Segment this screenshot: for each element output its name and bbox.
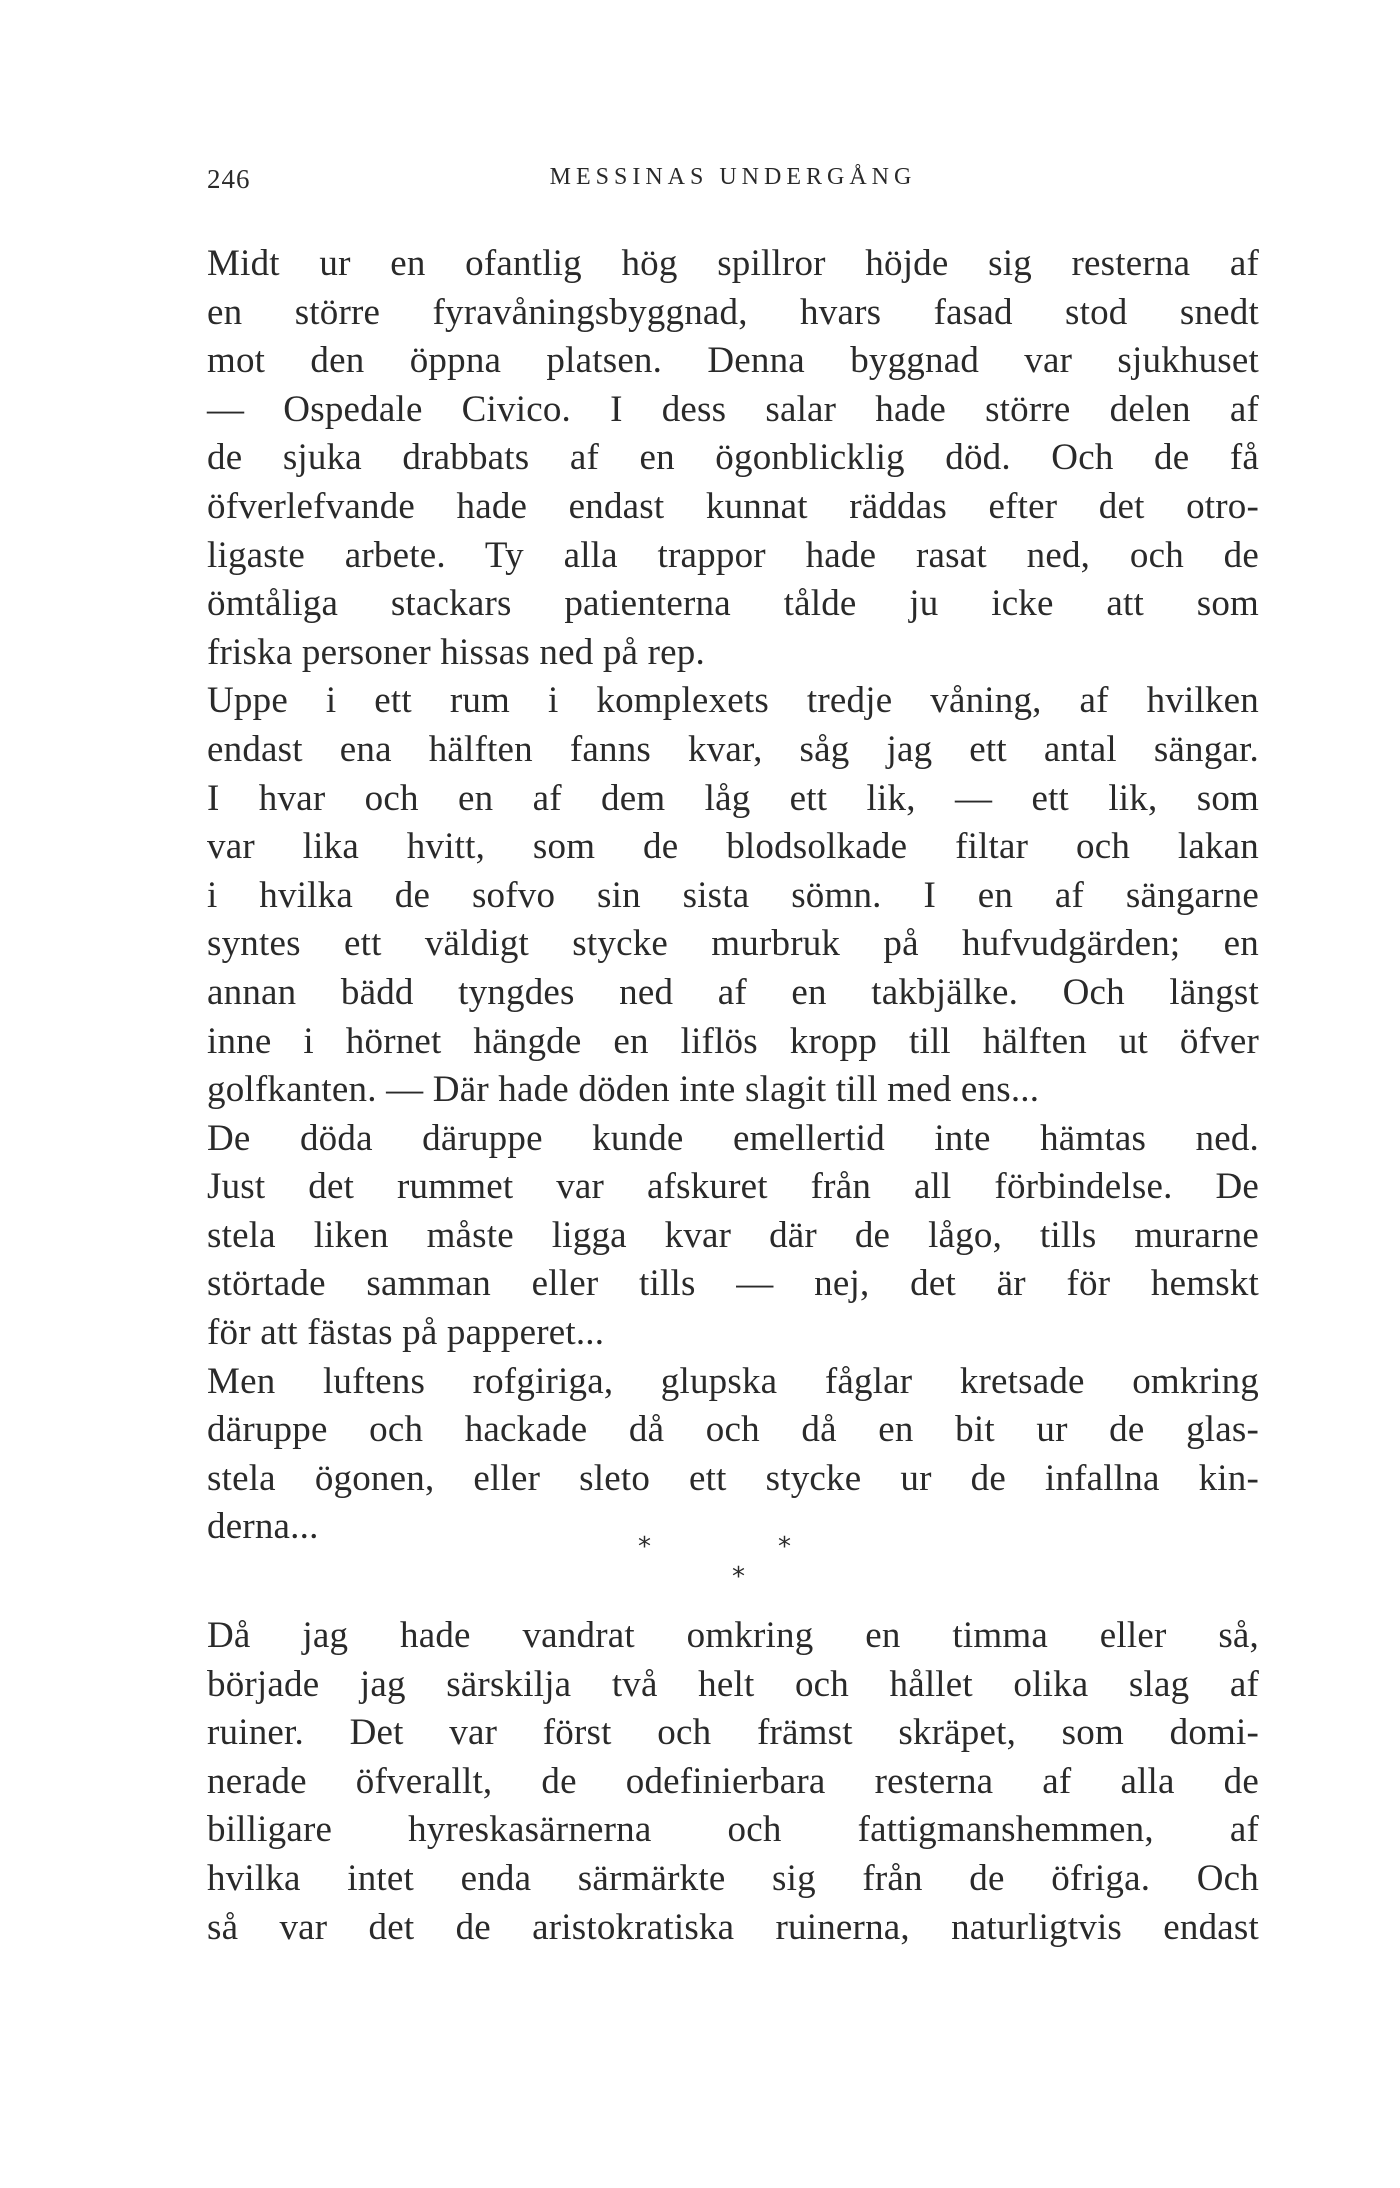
text-line: ömtåliga stackars patienterna tålde ju icke att som	[207, 583, 1259, 625]
text-line: störtade samman eller tills — nej, det är för hemskt	[207, 1263, 1259, 1305]
text-line: hvilka intet enda särmärkte sig från de öfriga. Och	[207, 1857, 1259, 1899]
text-line: De döda däruppe kunde emellertid inte hämtas ned.	[207, 1117, 1259, 1159]
text-line: stela liken måste ligga kvar där de lågo, tills murarne	[207, 1214, 1259, 1256]
text-line: däruppe och hackade då och då en bit ur de glas-	[207, 1409, 1259, 1451]
text-line: annan bädd tyngdes ned af en takbjälke. Och längst	[207, 971, 1259, 1013]
text-line: Då jag hade vandrat omkring en timma eller så,	[207, 1615, 1259, 1656]
page-header	[207, 164, 1259, 204]
body-text-section-1	[207, 240, 1259, 1552]
text-line: inne i hörnet hängde en liflös kropp till hälften ut öfver	[207, 1020, 1259, 1062]
text-line: började jag särskilja två helt och hållet olika slag af	[207, 1663, 1259, 1705]
section-break-asterism	[600, 1532, 820, 1612]
text-line: friska personer hissas ned på rep.	[207, 631, 705, 673]
text-line: billigare hyreskasärnerna och fattigmanshemmen, af	[207, 1809, 1259, 1851]
text-line: ruiner. Det var först och främst skräpet, som domi-	[207, 1712, 1259, 1754]
text-line: syntes ett väldigt stycke murbruk på hufvudgärden; en	[207, 923, 1259, 965]
text-line: för att fästas på papperet...	[207, 1312, 605, 1354]
text-line: stela ögonen, eller sleto ett stycke ur de infallna kin-	[207, 1457, 1259, 1499]
text-line: ligaste arbete. Ty alla trappor hade rasat ned, och de	[207, 534, 1259, 576]
text-line: så var det de aristokratiska ruinerna, naturligtvis endast	[207, 1906, 1259, 1948]
text-line: Midt ur en ofantlig hög spillror höjde sig resterna af	[207, 243, 1259, 284]
text-line: öfverlefvande hade endast kunnat räddas efter det otro-	[207, 485, 1259, 527]
text-line: en större fyravåningsbyggnad, hvars fasad stod snedt	[207, 291, 1259, 333]
text-line: endast ena hälften fanns kvar, såg jag ett antal sängar.	[207, 728, 1259, 770]
asterism-star-right: *	[778, 1532, 791, 1562]
asterism-star-left: *	[638, 1532, 651, 1562]
text-line: i hvilka de sofvo sin sista sömn. I en af sängarne	[207, 874, 1259, 916]
text-line: var lika hvitt, som de blodsolkade filtar och lakan	[207, 826, 1259, 868]
text-line: Just det rummet var afskuret från all förbindelse. De	[207, 1166, 1259, 1208]
text-line: de sjuka drabbats af en ögonblicklig död. Och de få	[207, 437, 1259, 479]
text-line: golfkanten. — Där hade döden inte slagit till med ens...	[207, 1069, 1040, 1111]
text-line: derna...	[207, 1506, 319, 1548]
text-line: I hvar och en af dem låg ett lik, — ett lik, som	[207, 777, 1259, 819]
asterism-star-bottom: *	[732, 1562, 745, 1592]
text-line: mot den öppna platsen. Denna byggnad var sjukhuset	[207, 340, 1259, 382]
running-title: MESSINAS UNDERGÅNG	[549, 164, 917, 190]
text-line: — Ospedale Civico. I dess salar hade större delen af	[207, 388, 1259, 430]
body-text-section-2	[207, 1612, 1259, 1952]
page-number: 246	[207, 164, 251, 194]
text-line: Men luftens rofgiriga, glupska fåglar kretsade omkring	[207, 1360, 1259, 1402]
text-line: nerade öfverallt, de odefinierbara resterna af alla de	[207, 1760, 1259, 1802]
text-line: Uppe i ett rum i komplexets tredje våning, af hvilken	[207, 680, 1259, 722]
